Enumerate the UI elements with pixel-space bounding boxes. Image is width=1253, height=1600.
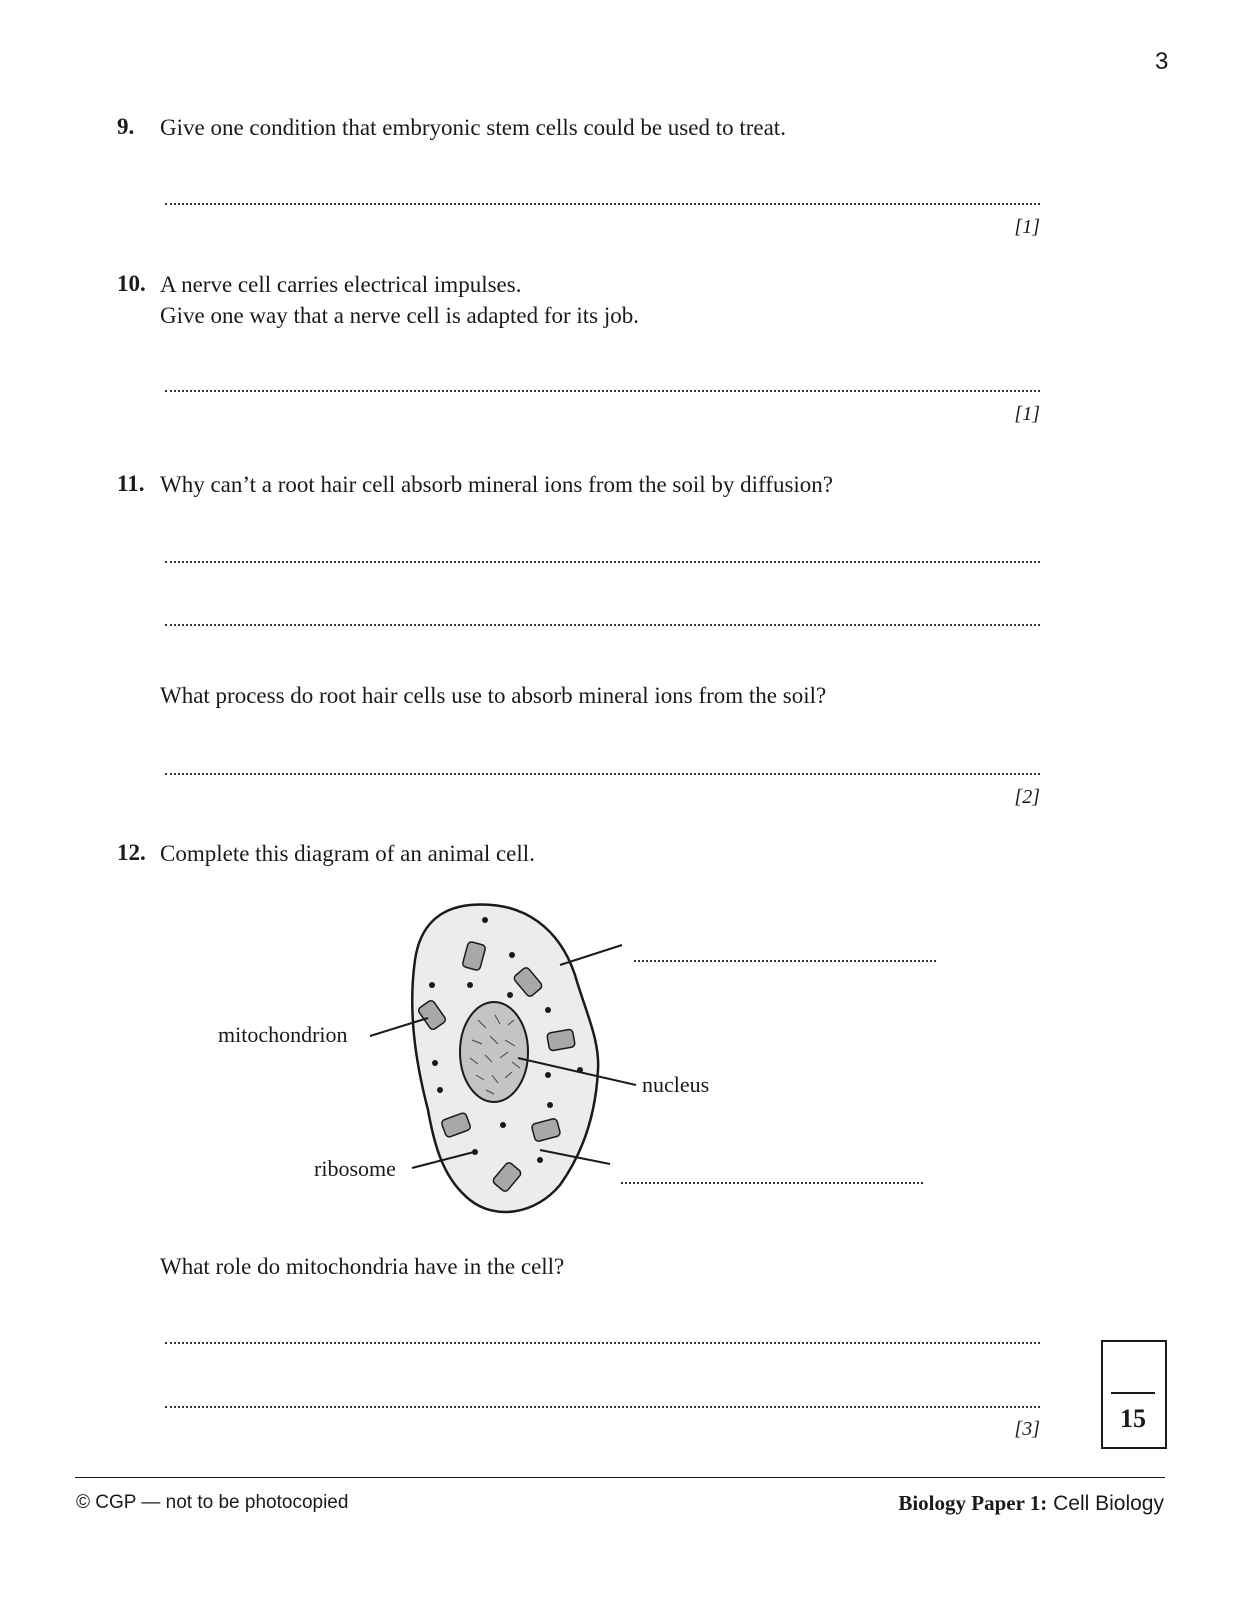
score-total: 15 bbox=[1120, 1404, 1146, 1433]
question-10-line-1: A nerve cell carries electrical impulses. bbox=[160, 272, 522, 297]
footer-copyright: © CGP — not to be photocopied bbox=[76, 1492, 349, 1513]
question-9-text: Give one condition that embryonic stem cells could be used to treat. bbox=[160, 115, 786, 140]
answer-line-q12-2[interactable] bbox=[165, 1406, 1040, 1408]
answer-line-q12-1[interactable] bbox=[165, 1342, 1040, 1344]
footer-topic: Cell Biology bbox=[1047, 1492, 1164, 1515]
nucleus-shape bbox=[460, 1002, 528, 1102]
label-nucleus: nucleus bbox=[642, 1072, 710, 1097]
question-10-number: 10. bbox=[117, 271, 146, 296]
score-box-divider bbox=[1111, 1392, 1155, 1394]
question-11-text: Why can’t a root hair cell absorb mineral ions from the soil by diffusion? bbox=[160, 472, 834, 497]
marks-q10: [1] bbox=[1014, 403, 1040, 425]
question-11-text-2: What process do root hair cells use to absorb mineral ions from the soil? bbox=[160, 683, 827, 708]
footer-rule bbox=[75, 1477, 1165, 1478]
question-9-number: 9. bbox=[117, 114, 135, 139]
question-12-number: 12. bbox=[117, 840, 146, 865]
diagram-answer-line-membrane[interactable] bbox=[634, 960, 936, 962]
question-12-text: Complete this diagram of an animal cell. bbox=[160, 841, 535, 866]
page-number: 3 bbox=[1155, 48, 1169, 75]
question-10-line-2: Give one way that a nerve cell is adapted for its job. bbox=[160, 303, 640, 328]
question-11-number: 11. bbox=[117, 471, 145, 496]
marks-q11: [2] bbox=[1014, 786, 1040, 808]
question-12-text-2: What role do mitochondria have in the cell? bbox=[160, 1254, 565, 1279]
footer-paper-title bbox=[898, 1491, 1164, 1516]
diagram-answer-line-cytoplasm[interactable] bbox=[621, 1182, 923, 1184]
label-mitochondrion: mitochondrion bbox=[218, 1022, 348, 1047]
footer-paper-name: Biology Paper 1: bbox=[898, 1491, 1048, 1515]
label-ribosome: ribosome bbox=[314, 1156, 396, 1181]
marks-q12: [3] bbox=[1014, 1418, 1040, 1440]
marks-q9: [1] bbox=[1014, 216, 1040, 238]
